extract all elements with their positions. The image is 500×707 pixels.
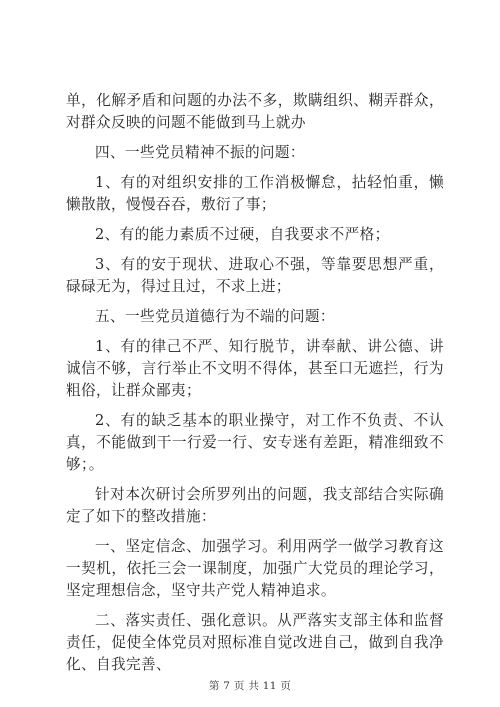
page-number-footer: 第 7 页 共 11 页: [208, 680, 292, 692]
paragraph: 针对本次研讨会所罗列出的问题，我支部结合实际确定了如下的整改措施：: [66, 486, 444, 525]
paragraph: 单，化解矛盾和问题的办法不多，欺瞒组织、糊弄群众，对群众反映的问题不能做到马上就办: [66, 92, 444, 131]
paragraph: 五、一些党员道德行为不端的问题：: [95, 308, 335, 325]
paragraph: 1、有的对组织安排的工作消极懈怠，拈轻怕重，懒懒散散，慢慢吞吞，敷衍了事；: [66, 174, 444, 213]
paragraph: 2、有的能力素质不过硬，自我要求不严格；: [95, 226, 390, 243]
paragraph: 四、一些党员精神不振的问题：: [95, 144, 305, 161]
paragraph: 2、有的缺乏基本的职业操守，对工作不负责、不认真，不能做到干一行爱一行、安专迷有差距，精准细致不够；。: [66, 412, 444, 473]
paragraph: 3、有的安于现状、进取心不强，等靠要思想严重，碌碌无为，得过且过，不求上进；: [66, 256, 444, 295]
paragraph: 1、有的律己不严、知行脱节，讲奉献、讲公德、讲诚信不够，言行举止不文明不得体，甚至口无遮拦，行为粗俗，让群众鄙夷；: [66, 338, 444, 399]
body-text: [66, 90, 444, 684]
paragraph: 一、坚定信念、加强学习。利用两学一做学习教育这一契机，依托三会一课制度，加强广大党员的理论学习，坚定理想信念，坚守共产党人精神追求。: [66, 538, 444, 599]
paragraph: 二、落实责任、强化意识。从严落实支部主体和监督责任，促使全体党员对照标准自觉改进自己，做到自我净化、自我完善、: [66, 612, 444, 673]
